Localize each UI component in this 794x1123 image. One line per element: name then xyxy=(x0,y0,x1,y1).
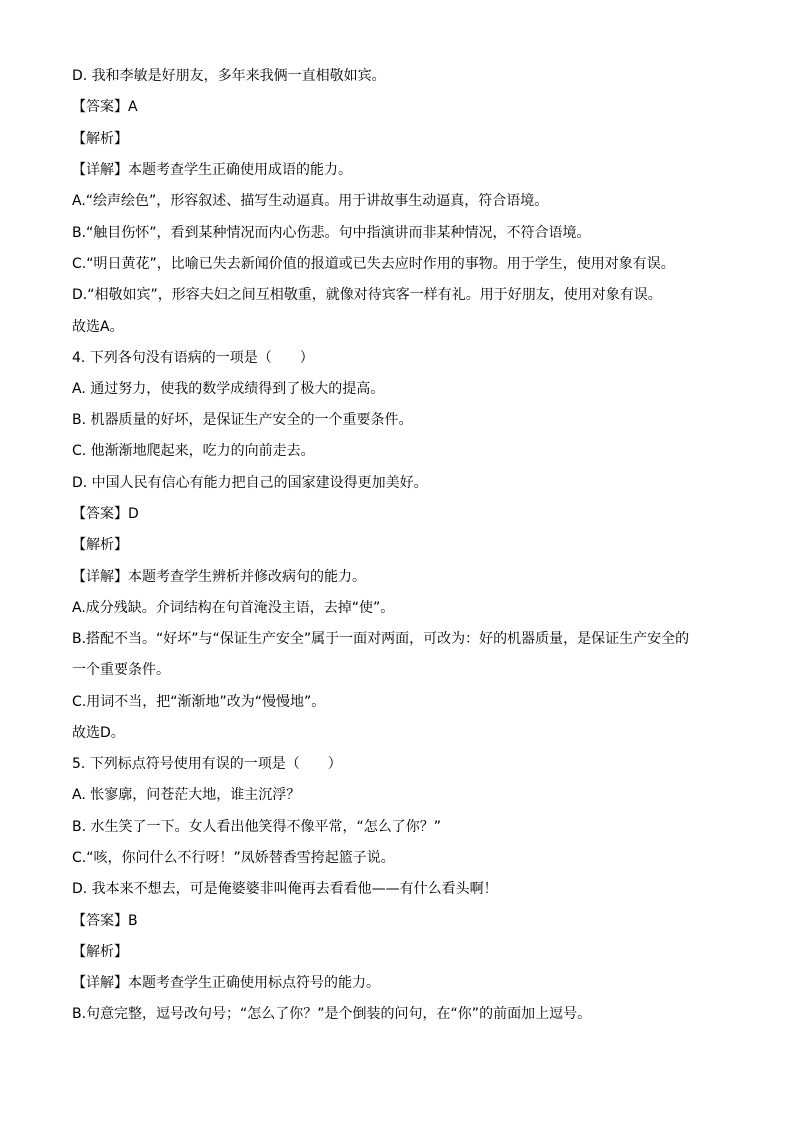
answer-q5: 【答案】B xyxy=(72,913,138,929)
explanation-q3-b: B.“触目伤怀”，看到某种情况而内心伤悲。句中指演讲而非某种情况，不符合语境。 xyxy=(72,225,591,241)
explanation-q5-b: B.句意完整，逗号改句号；“怎么了你？”是个倒装的问句，在“你”的前面加上逗号。 xyxy=(72,1006,592,1022)
explanation-q3-d: D.“相敬如宾”，形容夫妇之间互相敬重，就像对待宾客一样有礼。用于好朋友，使用对象有误。 xyxy=(72,287,662,303)
option-a-q4: A. 通过努力，使我的数学成绩得到了极大的提高。 xyxy=(72,381,385,397)
explanation-q3-a: A.“绘声绘色”，形容叙述、描写生动逼真。用于讲故事生动逼真，符合语境。 xyxy=(72,193,549,209)
option-c-q4: C. 他渐渐地爬起来，吃力的向前走去。 xyxy=(72,443,315,459)
answer-q3: 【答案】A xyxy=(72,99,138,115)
question-4: 4. 下列各句没有语病的一项是（ ） xyxy=(72,350,314,366)
explanation-q4: 【详解】本题考查学生辨析并修改病句的能力。 xyxy=(72,569,366,585)
option-a-q5: A. 怅寥廓，问苍茫大地，谁主沉浮？ xyxy=(72,787,301,803)
option-d-q3: D. 我和李敏是好朋友，多年来我俩一直相敬如宾。 xyxy=(72,68,386,84)
explanation-q3-c: C.“明日黄花”，比喻已失去新闻价值的报道或已失去应时作用的事物。用于学生，使用对象有误。 xyxy=(72,256,675,272)
explanation-q4-c: C.用词不当，把“渐渐地”改为“慢慢地”。 xyxy=(72,694,326,710)
explanation-q3: 【详解】本题考查学生正确使用成语的能力。 xyxy=(72,162,352,178)
analysis-heading-q3: 【解析】 xyxy=(72,131,128,147)
option-b-q5: B. 水生笑了一下。女人看出他笑得不像平常，“怎么了你？” xyxy=(72,819,442,835)
option-b-q4: B. 机器质量的好坏，是保证生产安全的一个重要条件。 xyxy=(72,412,413,428)
explanation-q4-a: A.成分残缺。介词结构在句首淹没主语，去掉“使”。 xyxy=(72,600,395,616)
option-d-q4: D. 中国人民有信心有能力把自己的国家建设得更加美好。 xyxy=(72,475,428,491)
option-d-q5: D. 我本来不想去，可是俺婆婆非叫俺再去看看他——有什么看头啊！ xyxy=(72,881,498,897)
option-c-q5: C.“咳，你问什么不行呀！”凤娇替香雪挎起篮子说。 xyxy=(72,850,395,866)
analysis-heading-q4: 【解析】 xyxy=(72,537,128,553)
conclusion-q3: 故选A。 xyxy=(72,319,124,335)
question-5: 5. 下列标点符号使用有误的一项是（ ） xyxy=(72,756,342,772)
explanation-q4-b: B.搭配不当。“好坏”与“保证生产安全”属于一面对两面，可改为：好的机器质量，是保证生产安全的 xyxy=(72,631,690,647)
analysis-heading-q5: 【解析】 xyxy=(72,944,128,960)
explanation-q5: 【详解】本题考查学生正确使用标点符号的能力。 xyxy=(72,975,380,991)
conclusion-q4: 故选D。 xyxy=(72,725,125,741)
explanation-q4-b-cont: 一个重要条件。 xyxy=(72,662,170,678)
answer-q4: 【答案】D xyxy=(72,506,139,522)
